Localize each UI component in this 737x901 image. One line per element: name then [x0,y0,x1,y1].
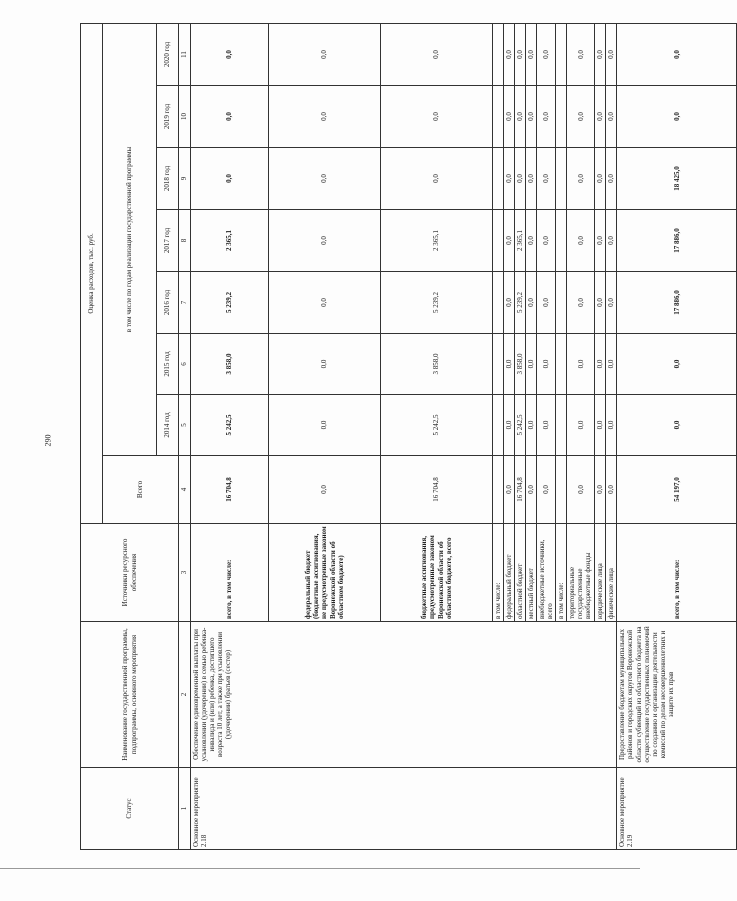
year-value: 0,0 [595,395,606,456]
year-value [556,23,567,85]
year-value [493,210,504,272]
year-value: 0,0 [567,395,595,456]
year-value: 5 242,5 [191,395,269,456]
year-value: 0,0 [595,210,606,272]
source-label: в том числе: [493,524,504,622]
scan-edge-line [0,868,640,869]
year-value: 0,0 [269,86,381,148]
column-number: 6 [179,334,191,395]
total-value: 16 704,8 [515,456,526,524]
rotated-page [80,24,681,850]
year-value: 0,0 [515,23,526,85]
year-value: 5 239,2 [381,272,493,334]
year-value: 0,0 [515,148,526,210]
source-label: федеральный бюджет [504,524,515,622]
header-sources: Источники ресурсного обеспечения [81,524,179,622]
year-value: 0,0 [504,395,515,456]
year-value: 0,0 [526,148,537,210]
year-value: 0,0 [526,86,537,148]
total-value: 0,0 [606,456,617,524]
year-value: 0,0 [595,86,606,148]
year-value: 0,0 [526,23,537,85]
source-label: бюджетные ассигнования, предусмотренные законом Воронежской области об областном бюджете, всего [381,524,493,622]
year-value: 0,0 [504,210,515,272]
total-value: 0,0 [537,456,556,524]
year-value: 0,0 [617,86,737,148]
year-value [556,86,567,148]
year-value: 0,0 [191,86,269,148]
year-value [493,395,504,456]
year-value [556,210,567,272]
year-value: 0,0 [381,86,493,148]
year-value: 0,0 [606,86,617,148]
budget-table [80,23,737,850]
year-value: 5 239,2 [191,272,269,334]
source-label: физические лица [606,524,617,622]
year-value: 0,0 [606,148,617,210]
year-value: 0,0 [567,23,595,85]
year-value [556,148,567,210]
source-label: юридические лица [595,524,606,622]
year-value: 0,0 [567,272,595,334]
year-value: 0,0 [567,148,595,210]
year-value: 17 886,0 [617,210,737,272]
source-label: местный бюджет [526,524,537,622]
source-label: всего, в том числе: [191,524,269,622]
total-value: 16 704,8 [191,456,269,524]
year-value: 0,0 [537,23,556,85]
source-label: внебюджетные источники, всего [537,524,556,622]
total-value: 0,0 [504,456,515,524]
column-number: 10 [179,86,191,148]
total-value: 16 704,8 [381,456,493,524]
year-value: 0,0 [381,148,493,210]
header-year: 2019 год [157,86,179,148]
column-number: 8 [179,210,191,272]
table-row [191,23,269,849]
year-value: 0,0 [567,334,595,395]
header-estimate: Оценка расходов, тыс. руб. [81,23,103,523]
year-value: 0,0 [269,210,381,272]
year-value [493,272,504,334]
year-value: 0,0 [504,334,515,395]
year-value: 0,0 [617,395,737,456]
column-number: 11 [179,23,191,85]
year-value: 0,0 [504,148,515,210]
year-value: 0,0 [606,210,617,272]
year-value: 5 242,5 [381,395,493,456]
year-value: 3 858,0 [381,334,493,395]
year-value: 0,0 [537,395,556,456]
year-value: 0,0 [526,334,537,395]
year-value: 0,0 [504,272,515,334]
year-value: 0,0 [526,210,537,272]
year-value: 18 425,0 [617,148,737,210]
header-year: 2018 год [157,148,179,210]
header-year: 2014 год [157,395,179,456]
year-value: 0,0 [504,23,515,85]
year-value: 0,0 [269,148,381,210]
year-value: 17 886,0 [617,272,737,334]
year-value [556,395,567,456]
year-value: 3 858,0 [191,334,269,395]
column-numbers-row [179,23,191,849]
header-name: Наименование государственной программы, подпрограммы, основного мероприятия [81,622,179,768]
year-value: 2 365,1 [381,210,493,272]
measure-status: Основное мероприятие 2.18 [191,768,617,850]
header-by-years: в том числе по годам реализации государственной программы [103,23,157,455]
column-number: 7 [179,272,191,334]
header-year: 2020 год [157,23,179,85]
measure-name: Предоставление бюджетам муниципальных районов и городских округов Воронежской области субвенций из областного бюджета на осуществление государственных полномочий по созданию и организации деятельности комиссий по делам несовершеннолетних и защите их прав [617,622,737,768]
column-number: 3 [179,524,191,622]
year-value [493,334,504,395]
column-number: 2 [179,622,191,768]
year-value [556,272,567,334]
year-value: 0,0 [537,210,556,272]
year-value: 0,0 [617,334,737,395]
measure-name: Обеспечение единовременной выплаты при усыновлении (удочерении) в семью ребенка-инвалида и (или) ребенка, достигшего возраста 10 лет, а также при усыновлении (удочерении) братьев (сестер) [191,622,617,768]
year-value: 0,0 [269,272,381,334]
year-value: 0,0 [537,86,556,148]
year-value [556,334,567,395]
year-value: 0,0 [595,334,606,395]
column-number: 4 [179,456,191,524]
total-value [493,456,504,524]
year-value: 0,0 [606,334,617,395]
year-value: 3 858,0 [515,334,526,395]
column-number: 5 [179,395,191,456]
year-value: 0,0 [191,148,269,210]
table-row [617,23,737,849]
year-value [493,148,504,210]
header-row-1 [81,23,103,849]
budget-table-container [80,24,681,850]
header-total: Всего [103,456,179,524]
column-number: 9 [179,148,191,210]
year-value: 0,0 [595,272,606,334]
year-value: 0,0 [595,148,606,210]
page-number: 290 [43,434,53,447]
year-value: 0,0 [515,86,526,148]
year-value: 0,0 [504,86,515,148]
header-year: 2016 год [157,272,179,334]
header-year: 2017 год [157,210,179,272]
total-value: 0,0 [269,456,381,524]
year-value: 0,0 [567,210,595,272]
source-label: областной бюджет [515,524,526,622]
total-value [556,456,567,524]
total-value: 54 197,0 [617,456,737,524]
total-value: 0,0 [567,456,595,524]
year-value: 0,0 [595,23,606,85]
year-value [493,23,504,85]
source-label: всего, в том числе: [617,524,737,622]
year-value: 2 365,1 [515,210,526,272]
source-label: федеральный бюджет (бюджетные ассигнования, не предусмотренные законом Воронежской области об областном бюджете) [269,524,381,622]
year-value: 2 365,1 [191,210,269,272]
header-status: Статус [81,768,179,850]
year-value: 0,0 [537,334,556,395]
year-value: 0,0 [617,23,737,85]
year-value: 5 239,2 [515,272,526,334]
year-value: 0,0 [381,23,493,85]
measure-status: Основное мероприятие 2.19 [617,768,737,850]
total-value: 0,0 [526,456,537,524]
year-value: 0,0 [269,395,381,456]
year-value: 0,0 [526,395,537,456]
column-number: 1 [179,768,191,850]
source-label: территориальные государственные внебюджетные фонды [567,524,595,622]
year-value: 0,0 [537,272,556,334]
total-value: 0,0 [595,456,606,524]
year-value: 0,0 [567,86,595,148]
year-value: 0,0 [269,23,381,85]
year-value: 0,0 [606,23,617,85]
year-value: 0,0 [537,148,556,210]
source-label: в том числе: [556,524,567,622]
table-body [81,23,737,849]
year-value: 0,0 [269,334,381,395]
year-value: 0,0 [526,272,537,334]
header-year: 2015 год [157,334,179,395]
year-value: 5 242,5 [515,395,526,456]
year-value: 0,0 [606,272,617,334]
year-value: 0,0 [191,23,269,85]
year-value: 0,0 [606,395,617,456]
year-value [493,86,504,148]
